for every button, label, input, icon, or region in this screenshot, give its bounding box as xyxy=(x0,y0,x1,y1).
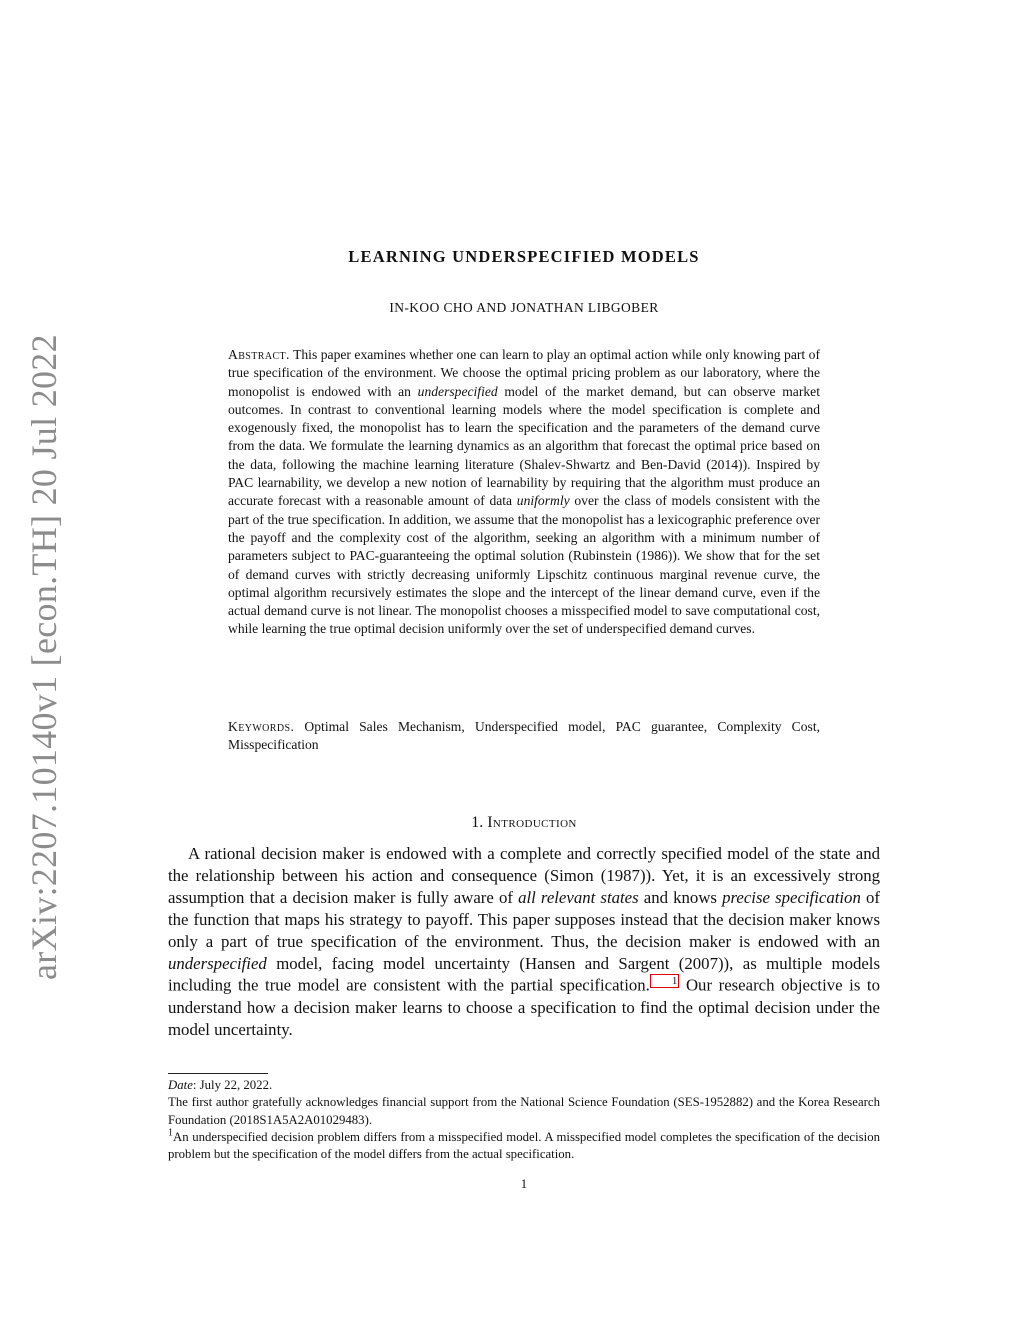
footnote-divider xyxy=(168,1073,268,1074)
footnote-1 xyxy=(168,1129,880,1164)
intro-text-1: A rational decision maker is endowed with a complete and correctly specified model of the state and the relationship between his action and consequence (Simon (1987)). Yet, it is an excessively strong assumption that a decision maker is fully aware of xyxy=(168,844,880,907)
intro-emphasis-3: underspecified xyxy=(168,953,267,973)
paper-title: LEARNING UNDERSPECIFIED MODELS xyxy=(348,247,700,266)
footnotes xyxy=(168,1077,880,1163)
abstract-label: Abstract. xyxy=(228,347,290,362)
intro-emphasis-2: precise specification xyxy=(722,887,861,907)
abstract xyxy=(228,346,820,639)
abstract-emphasis-1: underspecified xyxy=(417,383,498,399)
abstract-text-3: over the class of models consistent with the part of the true specification. In addition, we assume that the monopolist has a lexicographic preference over the payoff and the complexity cost of the algorithm, seeking an algorithm with a minimum number of parameters subject to PAC-guaranteeing the optimal solution (Rubinstein (1986)). We show that for the set of demand curves with strictly decreasing uniformly Lipschitz continuous marginal revenue curve, the optimal algorithm recursively estimates the slope and the intercept of the linear demand curve, even if the actual demand curve is not linear. The monopolist chooses a misspecified model to save computational cost, while learning the true optimal decision uniformly over the set of underspecified demand curves. xyxy=(228,493,821,637)
date-label: Date xyxy=(168,1078,193,1092)
arxiv-identifier-stamp: arXiv:2207.10140v1 [econ.TH] 20 Jul 2022 xyxy=(24,334,64,980)
footnote-link-1[interactable]: 1 xyxy=(650,974,680,988)
section-title: Introduction xyxy=(487,814,577,831)
abstract-text-2: model of the market demand, but can observe market outcomes. In contrast to conventional learning models where the model specification is complete and exogenously fixed, the monopolist has to learn the specification and the parameters of the demand curve from the data. We formulate the learning dynamics as an algorithm that forecast the optimal price based on the data, following the machine learning literature (Shalev-Shwartz and Ben-David (2014)). Inspired by PAC learnability, we develop a new notion of learnability by requiring that the algorithm must produce an accurate forecast with a reasonable amount of data xyxy=(228,383,820,509)
intro-text-2: and knows xyxy=(643,887,717,907)
keywords xyxy=(228,718,820,755)
keywords-label: Keywords. xyxy=(228,719,295,734)
intro-text-4: model, facing model uncertainty (Hansen and Sargent (2007)), as multiple models including the true model are consistent with the partial specification. xyxy=(168,953,880,996)
footnote-1-mark: 1 xyxy=(168,1127,173,1139)
abstract-text-1: This paper examines whether one can learn to play an optimal action while only knowing part of true specification of the environment. We choose the optimal pricing problem as our laboratory, where the monopolist is endowed with an xyxy=(228,347,820,399)
paper-authors: IN-KOO CHO AND JONATHAN LIBGOBER xyxy=(389,300,659,315)
footnote-acknowledgement: The first author gratefully acknowledges financial support from the National Science Foundation (SES-1952882) and the Korea Research Foundation (2018S1A5A2A01029483). xyxy=(168,1095,880,1127)
section-number: 1. xyxy=(471,814,484,831)
introduction-paragraph xyxy=(168,843,880,1041)
abstract-emphasis-2: uniformly xyxy=(516,493,570,509)
footnote-1-text: An underspecified decision problem differs from a misspecified model. A misspecified model completes the specification of the decision problem but the specification of the model differs from the actual specification. xyxy=(168,1129,880,1162)
intro-emphasis-1: all relevant states xyxy=(518,887,639,907)
date-value: : July 22, 2022. xyxy=(192,1078,273,1092)
page-number: 1 xyxy=(520,1177,528,1191)
footnote-date xyxy=(168,1077,880,1094)
intro-text-5: Our research objective is to understand how a decision maker learns to choose a specification to find the optimal decision under the model uncertainty. xyxy=(168,976,880,1039)
intro-text-3: of the function that maps his strategy to payoff. This paper supposes instead that the decision maker knows only a part of true specification of the environment. Thus, the decision maker is endowed with an xyxy=(168,887,880,951)
keywords-text: Optimal Sales Mechanism, Underspecified model, PAC guarantee, Complexity Cost, Misspecification xyxy=(228,719,820,753)
section-heading-introduction xyxy=(168,814,880,832)
